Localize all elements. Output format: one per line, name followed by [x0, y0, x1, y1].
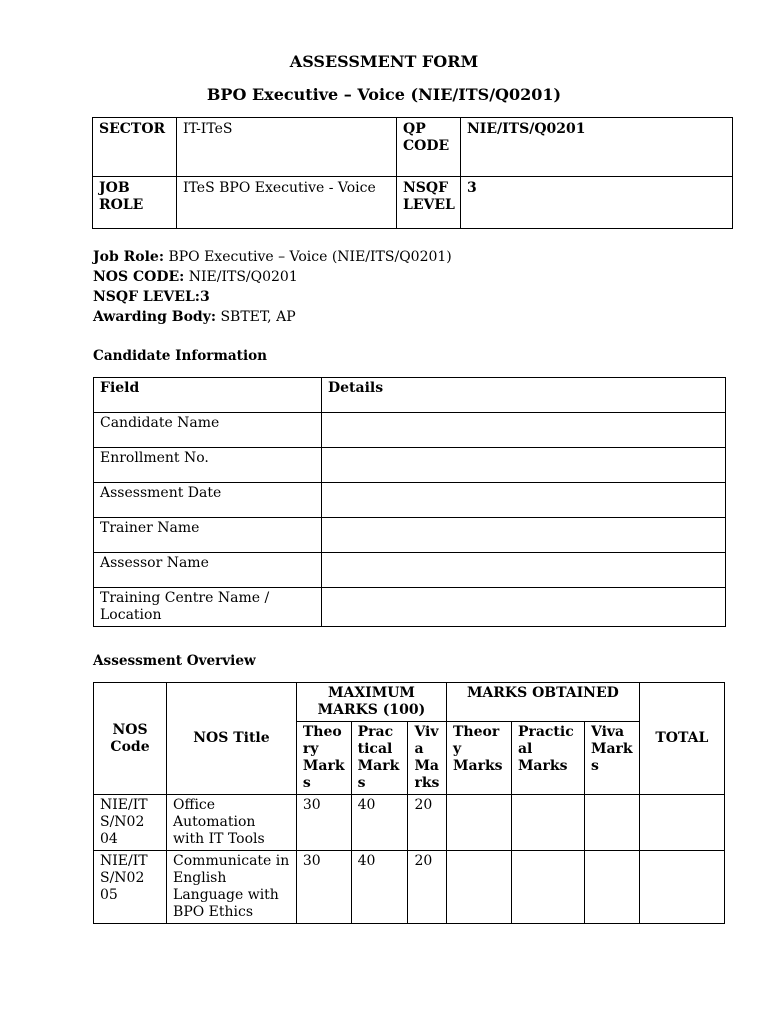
details-cell[interactable]: [322, 483, 726, 518]
obtained-viva-cell[interactable]: [584, 795, 639, 851]
max-practical-cell: 40: [351, 851, 408, 924]
qp-code-value: NIE/ITS/Q0201: [461, 118, 733, 177]
max-viva-cell: 20: [408, 851, 447, 924]
max-viva-cell: 20: [408, 795, 447, 851]
meta-awarding-body: [93, 308, 296, 326]
assessment-overview-table: [93, 682, 725, 924]
meta-awarding-value: SBTET, AP: [216, 309, 296, 325]
nos-code-cell: NIE/IT S/N02 04: [94, 795, 167, 851]
field-label: Assessment Date: [94, 483, 322, 518]
total-cell[interactable]: [639, 795, 724, 851]
obtained-theory-cell[interactable]: [447, 851, 512, 924]
field-label: Trainer Name: [94, 518, 322, 553]
column-header-marks-obtained: MARKS OBTAINED: [447, 683, 640, 722]
meta-job-role: [93, 248, 452, 266]
table-row: [94, 795, 725, 851]
max-theory-cell: 30: [296, 851, 351, 924]
meta-nos-code: [93, 268, 298, 286]
obtained-practical-cell[interactable]: [511, 795, 584, 851]
meta-job-role-value: BPO Executive – Voice (NIE/ITS/Q0201): [164, 249, 452, 265]
job-role-value: ITeS BPO Executive - Voice: [177, 177, 397, 229]
max-practical-cell: 40: [351, 795, 408, 851]
nsqf-level-label: NSQF LEVEL: [397, 177, 461, 229]
column-header-max-theory: Theo ry Mark s: [296, 722, 351, 795]
max-theory-cell: 30: [296, 795, 351, 851]
column-header-details: Details: [322, 378, 726, 413]
field-label: Training Centre Name / Location: [94, 588, 322, 627]
table-row: [94, 448, 726, 483]
nos-title-cell: Office Automation with IT Tools: [167, 795, 297, 851]
meta-awarding-label: Awarding Body:: [93, 309, 217, 325]
page-title: ASSESSMENT FORM: [289, 52, 479, 71]
page-subtitle: BPO Executive – Voice (NIE/ITS/Q0201): [206, 85, 562, 104]
meta-nsqf-level-text: NSQF LEVEL:3: [93, 289, 210, 305]
table-row: [94, 553, 726, 588]
meta-nsqf-level: [93, 288, 210, 306]
table-row: [94, 413, 726, 448]
job-role-label: JOB ROLE: [93, 177, 177, 229]
nos-code-cell: NIE/IT S/N02 05: [94, 851, 167, 924]
qp-code-label: QP CODE: [397, 118, 461, 177]
field-label: Candidate Name: [94, 413, 322, 448]
qualification-info-table: [92, 117, 733, 229]
candidate-info-heading: Candidate Information: [93, 348, 268, 364]
obtained-practical-cell[interactable]: [511, 851, 584, 924]
column-header-max-practical: Prac tical Mark s: [351, 722, 408, 795]
column-header-nos-title: NOS Title: [167, 683, 297, 795]
total-cell[interactable]: [639, 851, 724, 924]
obtained-theory-cell[interactable]: [447, 795, 512, 851]
column-header-field: Field: [94, 378, 322, 413]
details-cell[interactable]: [322, 553, 726, 588]
sector-value: IT-ITeS: [177, 118, 397, 177]
nos-title-cell: Communicate in English Language with BPO Ethics: [167, 851, 297, 924]
table-row: [94, 518, 726, 553]
sector-label: SECTOR: [93, 118, 177, 177]
candidate-info-table: [93, 377, 726, 627]
table-row: [94, 851, 725, 924]
column-header-max-viva: Viv a Ma rks: [408, 722, 447, 795]
meta-job-role-label: Job Role:: [93, 249, 164, 265]
obtained-viva-cell[interactable]: [584, 851, 639, 924]
assessment-overview-heading: Assessment Overview: [93, 653, 256, 669]
field-label: Enrollment No.: [94, 448, 322, 483]
column-header-max-marks: MAXIMUM MARKS (100): [296, 683, 446, 722]
nsqf-level-value: 3: [461, 177, 733, 229]
details-cell[interactable]: [322, 518, 726, 553]
column-header-nos-code: NOS Code: [94, 683, 167, 795]
details-cell[interactable]: [322, 588, 726, 627]
column-header-obtained-theory: Theor y Marks: [447, 722, 512, 795]
details-cell[interactable]: [322, 448, 726, 483]
column-header-obtained-practical: Practic al Marks: [511, 722, 584, 795]
meta-nos-code-value: NIE/ITS/Q0201: [184, 269, 298, 285]
details-cell[interactable]: [322, 413, 726, 448]
meta-nos-code-label: NOS CODE:: [93, 269, 185, 285]
field-label: Assessor Name: [94, 553, 322, 588]
column-header-obtained-viva: Viva Mark s: [584, 722, 639, 795]
table-row: [94, 483, 726, 518]
column-header-total: TOTAL: [639, 683, 724, 795]
table-row: [94, 588, 726, 627]
